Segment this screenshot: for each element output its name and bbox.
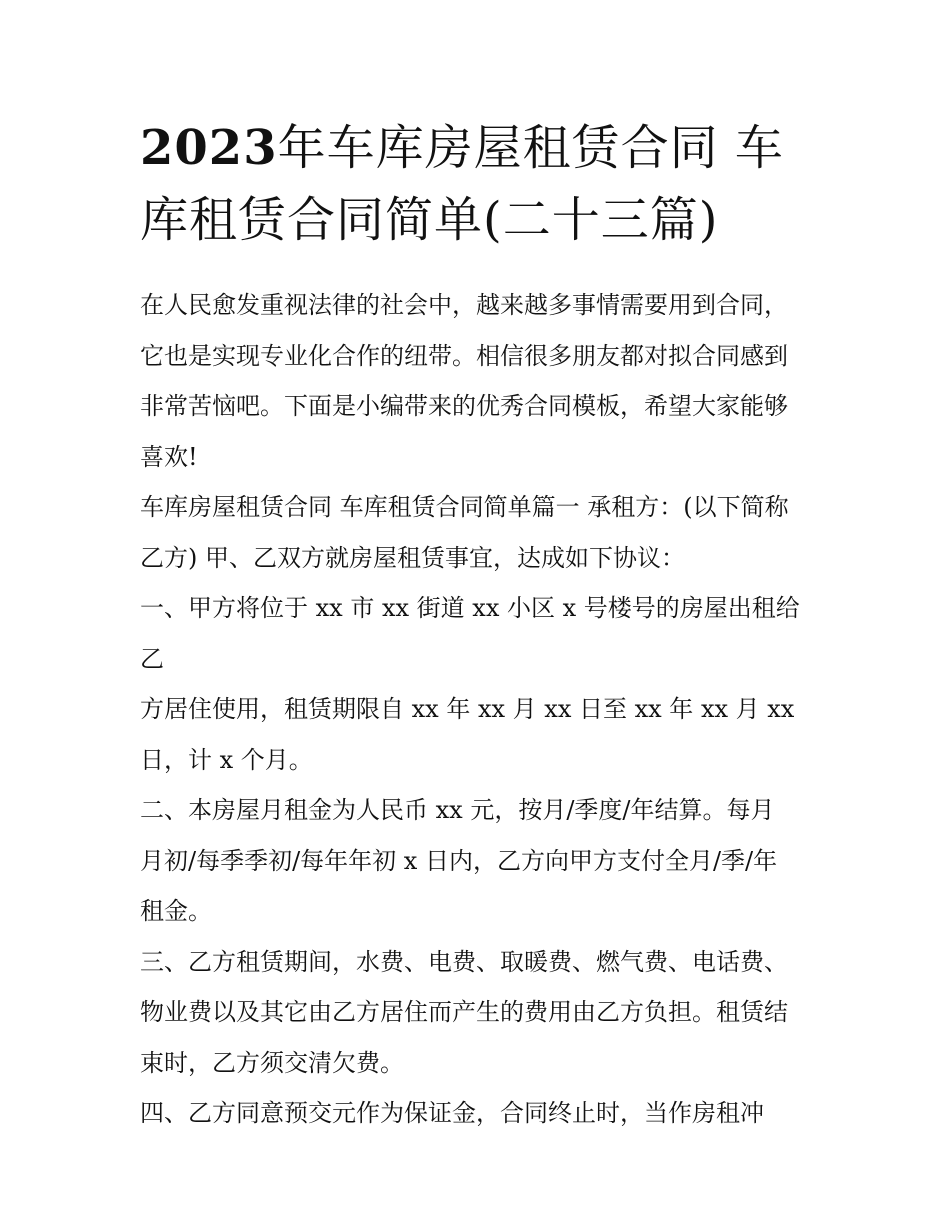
paragraph-clause-2: 二、本房屋月租金为人民币 xx 元，按月/季度/年结算。每月 月初/每季季初/每年年初 x 日内，乙方向甲方支付全月/季/年 租金。 — [140, 796, 778, 925]
title-text: 年车库房屋租赁合同 车库租赁合同简单(二十三篇) — [140, 120, 784, 248]
document-body — [140, 280, 818, 1139]
paragraph-clause-1: 一、甲方将位于 xx 市 xx 街道 xx 小区 x 号楼号的房屋出租给乙 方居住使用，租赁期限自 xx 年 xx 月 xx 日至 xx 年 xx 月 xx 日，计 x 个月。 — [140, 594, 800, 774]
paragraph-contract-heading: 车库房屋租赁合同 车库租赁合同简单篇一 承租方：(以下简称 乙方) 甲、乙双方就房屋租赁事宜，达成如下协议： — [140, 493, 789, 572]
paragraph-clause-4: 四、乙方同意预交元作为保证金，合同终止时，当作房租冲 — [140, 1099, 764, 1127]
title-year: 2023 — [140, 120, 278, 176]
document-title — [140, 112, 820, 256]
paragraph-intro: 在人民愈发重视法律的社会中，越来越多事情需要用到合同， 它也是实现专业化合作的纽带。相信很多朋友都对拟合同感到 非常苦恼吧。下面是小编带来的优秀合同模板，希望大家能够 喜欢! — [140, 291, 788, 471]
paragraph-clause-3: 三、乙方租赁期间，水费、电费、取暖费、燃气费、电话费、 物业费以及其它由乙方居住而产生的费用由乙方负担。租赁结 束时，乙方须交清欠费。 — [140, 947, 788, 1077]
